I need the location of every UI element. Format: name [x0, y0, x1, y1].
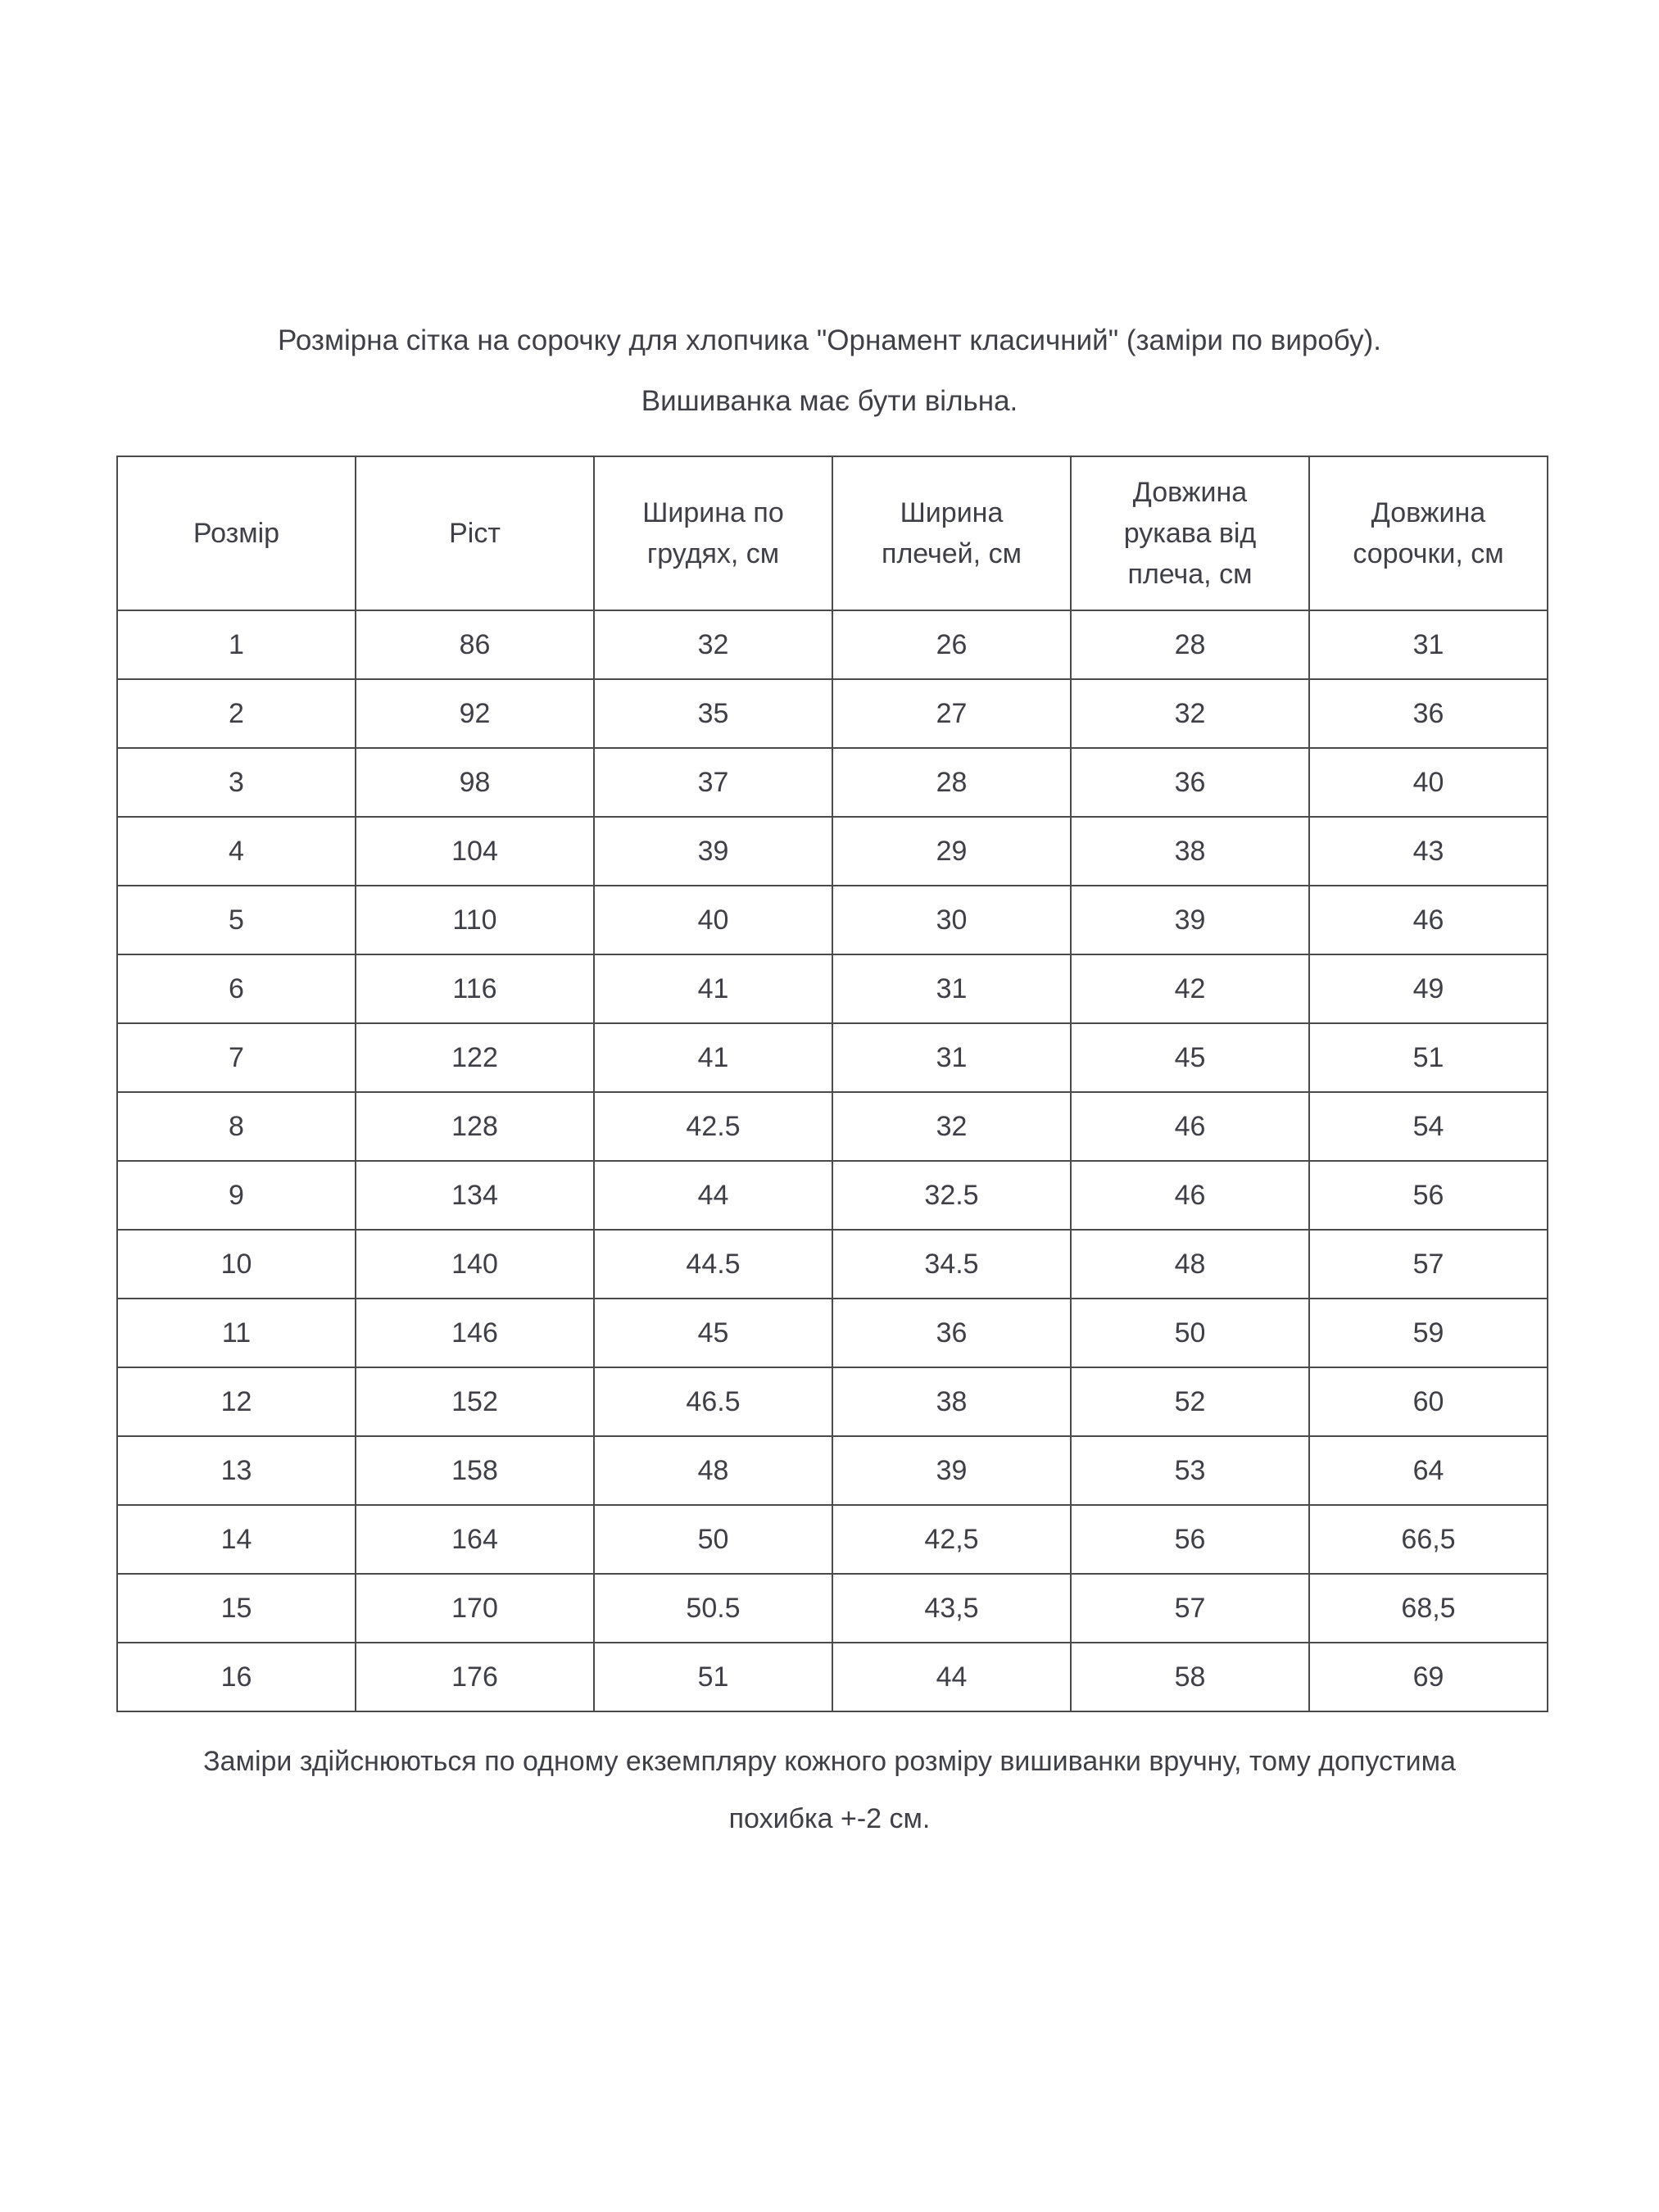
table-cell: 104	[356, 817, 594, 886]
page-title-line-1: Розмірна сітка на сорочку для хлопчика "Орнамент класичний" (заміри по виробу).	[278, 324, 1381, 356]
table-cell: 3	[117, 748, 356, 817]
table-row	[117, 1092, 1548, 1161]
table-cell: 116	[356, 954, 594, 1023]
table-cell: 48	[594, 1436, 832, 1505]
table-cell: 7	[117, 1023, 356, 1092]
table-cell: 45	[594, 1299, 832, 1367]
column-header-size: Розмір	[117, 456, 356, 610]
table-cell: 48	[1071, 1230, 1309, 1299]
table-cell: 32.5	[832, 1161, 1071, 1230]
table-cell: 40	[1309, 748, 1548, 817]
table-cell: 32	[832, 1092, 1071, 1161]
table-cell: 14	[117, 1505, 356, 1574]
table-cell: 28	[1071, 610, 1309, 679]
table-row	[117, 1299, 1548, 1367]
table-cell: 31	[832, 954, 1071, 1023]
table-cell: 32	[594, 610, 832, 679]
table-cell: 35	[594, 679, 832, 748]
table-cell: 5	[117, 886, 356, 954]
table-cell: 41	[594, 954, 832, 1023]
table-cell: 98	[356, 748, 594, 817]
table-cell: 122	[356, 1023, 594, 1092]
table-cell: 31	[1309, 610, 1548, 679]
table-cell: 15	[117, 1574, 356, 1643]
footnote-line-1: Заміри здійснюються по одному екземпляру кожного розміру вишиванки вручну, тому допустима	[203, 1746, 1456, 1777]
table-cell: 12	[117, 1367, 356, 1436]
column-header-height: Ріст	[356, 456, 594, 610]
column-header-shoulder-width: Ширина плечей, см	[832, 456, 1071, 610]
table-row	[117, 748, 1548, 817]
table-cell: 31	[832, 1023, 1071, 1092]
table-cell: 53	[1071, 1436, 1309, 1505]
table-cell: 39	[1071, 886, 1309, 954]
size-chart-table	[116, 456, 1548, 1712]
table-cell: 158	[356, 1436, 594, 1505]
table-cell: 40	[594, 886, 832, 954]
table-cell: 39	[594, 817, 832, 886]
table-cell: 36	[832, 1299, 1071, 1367]
column-header-shirt-length: Довжина сорочки, см	[1309, 456, 1548, 610]
table-cell: 51	[594, 1643, 832, 1711]
table-cell: 30	[832, 886, 1071, 954]
table-cell: 56	[1309, 1161, 1548, 1230]
table-cell: 49	[1309, 954, 1548, 1023]
table-row	[117, 1505, 1548, 1574]
table-row	[117, 1574, 1548, 1643]
table-row	[117, 1230, 1548, 1299]
table-cell: 10	[117, 1230, 356, 1299]
footnote	[0, 1742, 1659, 1838]
table-cell: 36	[1309, 679, 1548, 748]
table-cell: 28	[832, 748, 1071, 817]
column-header-chest-width: Ширина по грудях, см	[594, 456, 832, 610]
table-cell: 128	[356, 1092, 594, 1161]
table-cell: 66,5	[1309, 1505, 1548, 1574]
size-chart-table-head	[117, 456, 1548, 610]
table-row	[117, 1643, 1548, 1711]
table-cell: 42,5	[832, 1505, 1071, 1574]
table-cell: 44	[594, 1161, 832, 1230]
table-cell: 69	[1309, 1643, 1548, 1711]
table-row	[117, 954, 1548, 1023]
page-title	[0, 0, 1659, 421]
table-cell: 41	[594, 1023, 832, 1092]
table-cell: 45	[1071, 1023, 1309, 1092]
table-cell: 44	[832, 1643, 1071, 1711]
table-cell: 29	[832, 817, 1071, 886]
table-cell: 43	[1309, 817, 1548, 886]
table-cell: 32	[1071, 679, 1309, 748]
table-cell: 68,5	[1309, 1574, 1548, 1643]
table-row	[117, 1436, 1548, 1505]
table-cell: 46.5	[594, 1367, 832, 1436]
table-cell: 164	[356, 1505, 594, 1574]
table-cell: 42	[1071, 954, 1309, 1023]
table-cell: 2	[117, 679, 356, 748]
table-cell: 51	[1309, 1023, 1548, 1092]
table-cell: 46	[1309, 886, 1548, 954]
table-cell: 38	[1071, 817, 1309, 886]
table-cell: 34.5	[832, 1230, 1071, 1299]
table-cell: 26	[832, 610, 1071, 679]
table-cell: 52	[1071, 1367, 1309, 1436]
table-cell: 11	[117, 1299, 356, 1367]
table-cell: 110	[356, 886, 594, 954]
table-cell: 56	[1071, 1505, 1309, 1574]
table-cell: 92	[356, 679, 594, 748]
table-cell: 57	[1071, 1574, 1309, 1643]
table-cell: 50	[594, 1505, 832, 1574]
column-header-sleeve-length: Довжина рукава від плеча, см	[1071, 456, 1309, 610]
page-title-line-2: Вишиванка має бути вільна.	[641, 385, 1018, 417]
table-cell: 1	[117, 610, 356, 679]
table-cell: 59	[1309, 1299, 1548, 1367]
table-cell: 38	[832, 1367, 1071, 1436]
table-cell: 42.5	[594, 1092, 832, 1161]
table-cell: 43,5	[832, 1574, 1071, 1643]
table-cell: 176	[356, 1643, 594, 1711]
header-row	[117, 456, 1548, 610]
table-row	[117, 817, 1548, 886]
table-cell: 37	[594, 748, 832, 817]
table-cell: 4	[117, 817, 356, 886]
table-cell: 140	[356, 1230, 594, 1299]
table-row	[117, 1023, 1548, 1092]
table-row	[117, 610, 1548, 679]
table-row	[117, 679, 1548, 748]
table-cell: 134	[356, 1161, 594, 1230]
table-cell: 64	[1309, 1436, 1548, 1505]
table-cell: 36	[1071, 748, 1309, 817]
table-row	[117, 1161, 1548, 1230]
table-cell: 27	[832, 679, 1071, 748]
footnote-line-2: похибка +-2 см.	[728, 1803, 931, 1834]
table-cell: 54	[1309, 1092, 1548, 1161]
table-cell: 170	[356, 1574, 594, 1643]
table-row	[117, 1367, 1548, 1436]
table-cell: 60	[1309, 1367, 1548, 1436]
table-cell: 50	[1071, 1299, 1309, 1367]
table-cell: 46	[1071, 1161, 1309, 1230]
table-cell: 8	[117, 1092, 356, 1161]
table-cell: 146	[356, 1299, 594, 1367]
table-cell: 58	[1071, 1643, 1309, 1711]
table-cell: 152	[356, 1367, 594, 1436]
table-cell: 50.5	[594, 1574, 832, 1643]
table-cell: 46	[1071, 1092, 1309, 1161]
table-cell: 39	[832, 1436, 1071, 1505]
table-row	[117, 886, 1548, 954]
table-cell: 86	[356, 610, 594, 679]
size-table-body	[117, 610, 1548, 1711]
table-cell: 6	[117, 954, 356, 1023]
table-cell: 9	[117, 1161, 356, 1230]
table-cell: 44.5	[594, 1230, 832, 1299]
table-cell: 57	[1309, 1230, 1548, 1299]
table-cell: 16	[117, 1643, 356, 1711]
table-cell: 13	[117, 1436, 356, 1505]
